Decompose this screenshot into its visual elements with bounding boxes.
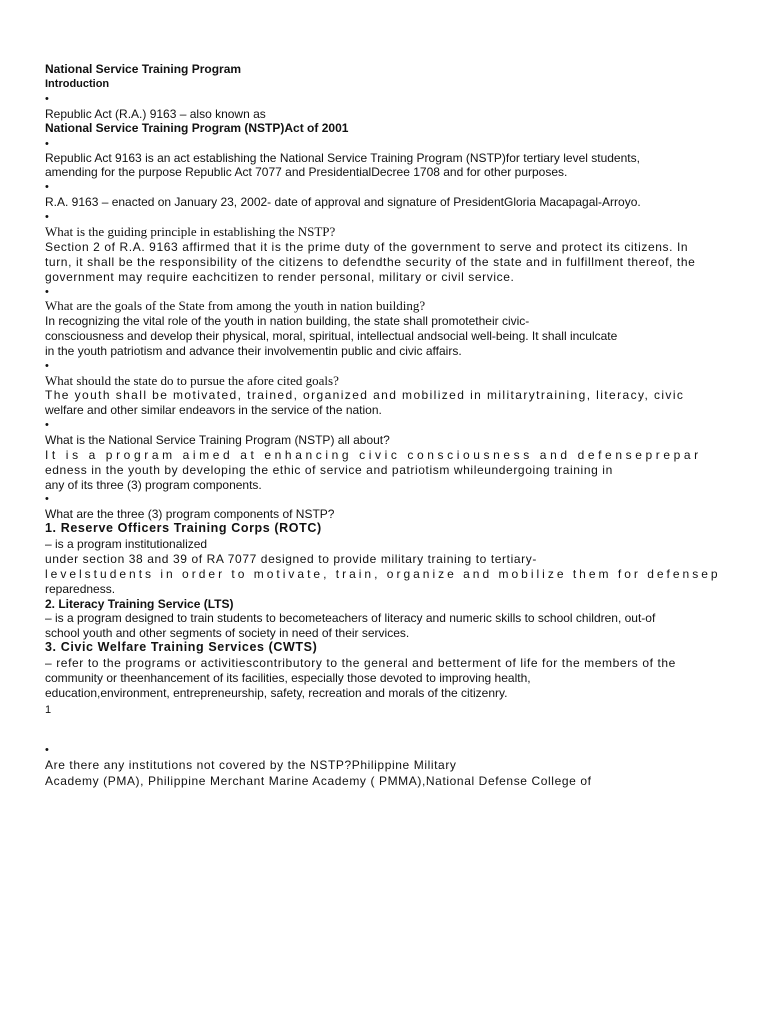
paragraph-line: school youth and other segments of society in need of their services. [45,626,410,640]
paragraph-line: The youth shall be motivated, trained, organized and mobilized in militarytraining, literacy, civic [45,388,685,402]
paragraph-line: consciousness and develop their physical, moral, spiritual, intellectual andsocial well-being. It shall inculcate [45,329,618,343]
paragraph-line: turn, it shall be the responsibility of the citizens to defendthe security of the state and in fulfillment thereof, the [45,255,696,269]
cwts-heading: 3. Civic Welfare Training Services (CWTS) [45,640,318,654]
paragraph-line: R.A. 9163 – enacted on January 23, 2002- date of approval and signature of PresidentGloria Macapagal-Arroyo. [45,195,641,209]
paragraph-line: Academy (PMA), Philippine Merchant Marine Academy ( PMMA),National Defense College of [45,774,592,788]
bullet: • [45,493,49,505]
paragraph-line: education,environment, entrepreneurship, safety, recreation and morals of the citizenry. [45,686,508,700]
question-heading: What should the state do to pursue the afore cited goals? [45,373,339,388]
paragraph-line: community or theenhancement of its facilities, especially those devoted to improving health, [45,671,531,685]
paragraph-line: edness in the youth by developing the ethic of service and patriotism whileundergoing training in [45,463,613,477]
question-heading: What is the National Service Training Program (NSTP) all about? [45,433,390,447]
page-number: 1 [45,704,52,716]
rotc-heading: 1. Reserve Officers Training Corps (ROTC) [45,521,322,535]
paragraph-line: It is a program aimed at enhancing civic consciousness and defenseprepar [45,448,702,462]
paragraph-line: – refer to the programs or activitiescontributory to the general and betterment of life for the members of the [45,656,676,670]
paragraph-line: – is a program institutionalized [45,537,208,551]
paragraph-line: in the youth patriotism and advance their involvementin public and civic affairs. [45,344,462,358]
bullet: • [45,360,49,372]
paragraph-line: Republic Act 9163 is an act establishing the National Service Training Program (NSTP)for tertiary level students, [45,151,640,165]
ra-line: Republic Act (R.A.) 9163 – also known as [45,107,266,121]
act-title: National Service Training Program (NSTP)Act of 2001 [45,121,349,135]
bullet: • [45,744,49,756]
paragraph-line: levelstudents in order to motivate, train, organize and mobilize them for defensep [45,567,721,581]
bullet: • [45,286,49,298]
bullet: • [45,211,49,223]
question-heading: What are the three (3) program components of NSTP? [45,507,335,521]
bullet: • [45,181,49,193]
bullet: • [45,93,49,105]
paragraph-line: Are there any institutions not covered by the NSTP?Philippine Military [45,758,457,772]
doc-title: National Service Training Program [45,62,242,76]
question-heading: What are the goals of the State from among the youth in nation building? [45,298,426,313]
paragraph-line: In recognizing the vital role of the youth in nation building, the state shall promotetheir civic- [45,314,530,328]
paragraph-line: – is a program designed to train students to becometeachers of literacy and numeric skills to school children, out-of [45,611,656,625]
lts-heading: 2. Literacy Training Service (LTS) [45,597,234,611]
doc-subtitle: Introduction [45,78,110,90]
paragraph-line: government may require eachcitizen to render personal, military or civil service. [45,270,515,284]
bullet: • [45,138,49,150]
bullet: • [45,419,49,431]
question-heading: What is the guiding principle in establishing the NSTP? [45,224,336,239]
paragraph-line: reparedness. [45,582,116,596]
paragraph-line: welfare and other similar endeavors in the service of the nation. [45,403,382,417]
paragraph-line: any of its three (3) program components. [45,478,262,492]
paragraph-line: under section 38 and 39 of RA 7077 designed to provide military training to tertiary- [45,552,537,566]
paragraph-line: Section 2 of R.A. 9163 affirmed that it is the prime duty of the government to serve and protect its citizens. In [45,240,689,254]
paragraph-line: amending for the purpose Republic Act 7077 and PresidentialDecree 1708 and for other purposes. [45,165,568,179]
